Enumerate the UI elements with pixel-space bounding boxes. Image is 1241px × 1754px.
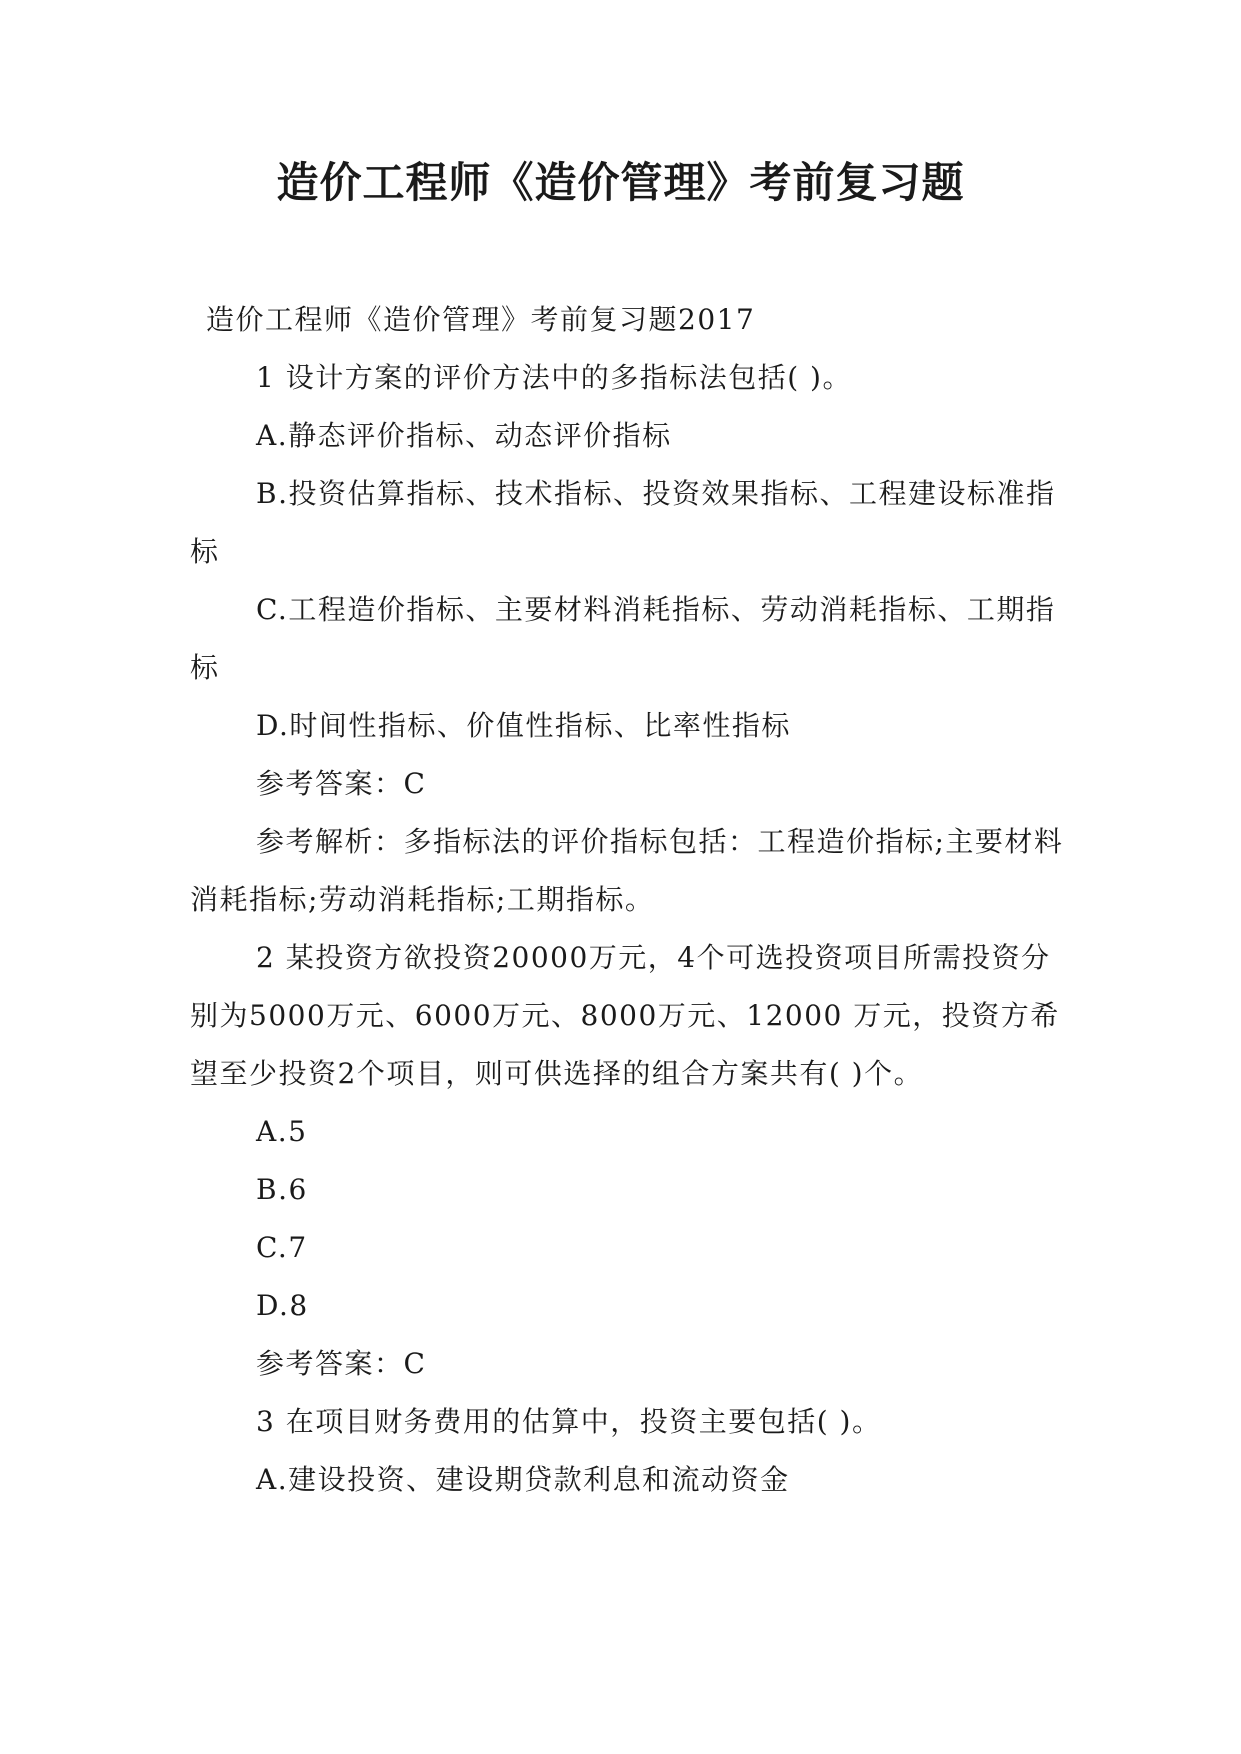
question-1-option-a: A.静态评价指标、动态评价指标 [256, 419, 672, 452]
question-2-option-b: B.6 [256, 1173, 308, 1206]
question-2-option-c: C.7 [256, 1231, 308, 1264]
question-1-option-c: C.工程造价指标、主要材料消耗指标、劳动消耗指标、工期指标 [190, 593, 1056, 684]
question-2-option-a: A.5 [256, 1115, 308, 1148]
question-2: 2 某投资方欲投资20000万元，4个可选投资项目所需投资分别为5000万元、6000万元、8000万元、12000 万元，投资方希望至少投资2个项目，则可供选择的组合方案共有( )个。 [190, 941, 1060, 1090]
question-1-explanation: 参考解析：多指标法的评价指标包括：工程造价指标;主要材料消耗指标;劳动消耗指标;工期指标。 [190, 825, 1064, 916]
document-title: 造价工程师《造价管理》考前复习题 [276, 158, 965, 207]
document-body [190, 291, 1070, 1509]
question-2-answer: 参考答案：C [256, 1347, 427, 1380]
question-1-option-b: B.投资估算指标、技术指标、投资效果指标、工程建设标准指标 [190, 477, 1056, 568]
question-2-option-d: D.8 [256, 1289, 309, 1322]
question-3: 3 在项目财务费用的估算中，投资主要包括( )。 [256, 1405, 882, 1438]
question-1-option-d: D.时间性指标、价值性指标、比率性指标 [256, 709, 791, 742]
question-1: 1 设计方案的评价方法中的多指标法包括( )。 [256, 361, 852, 394]
question-3-option-a: A.建设投资、建设期贷款利息和流动资金 [256, 1463, 790, 1496]
document-subtitle: 造价工程师《造价管理》考前复习题2017 [206, 303, 756, 336]
question-1-answer: 参考答案：C [256, 767, 427, 800]
